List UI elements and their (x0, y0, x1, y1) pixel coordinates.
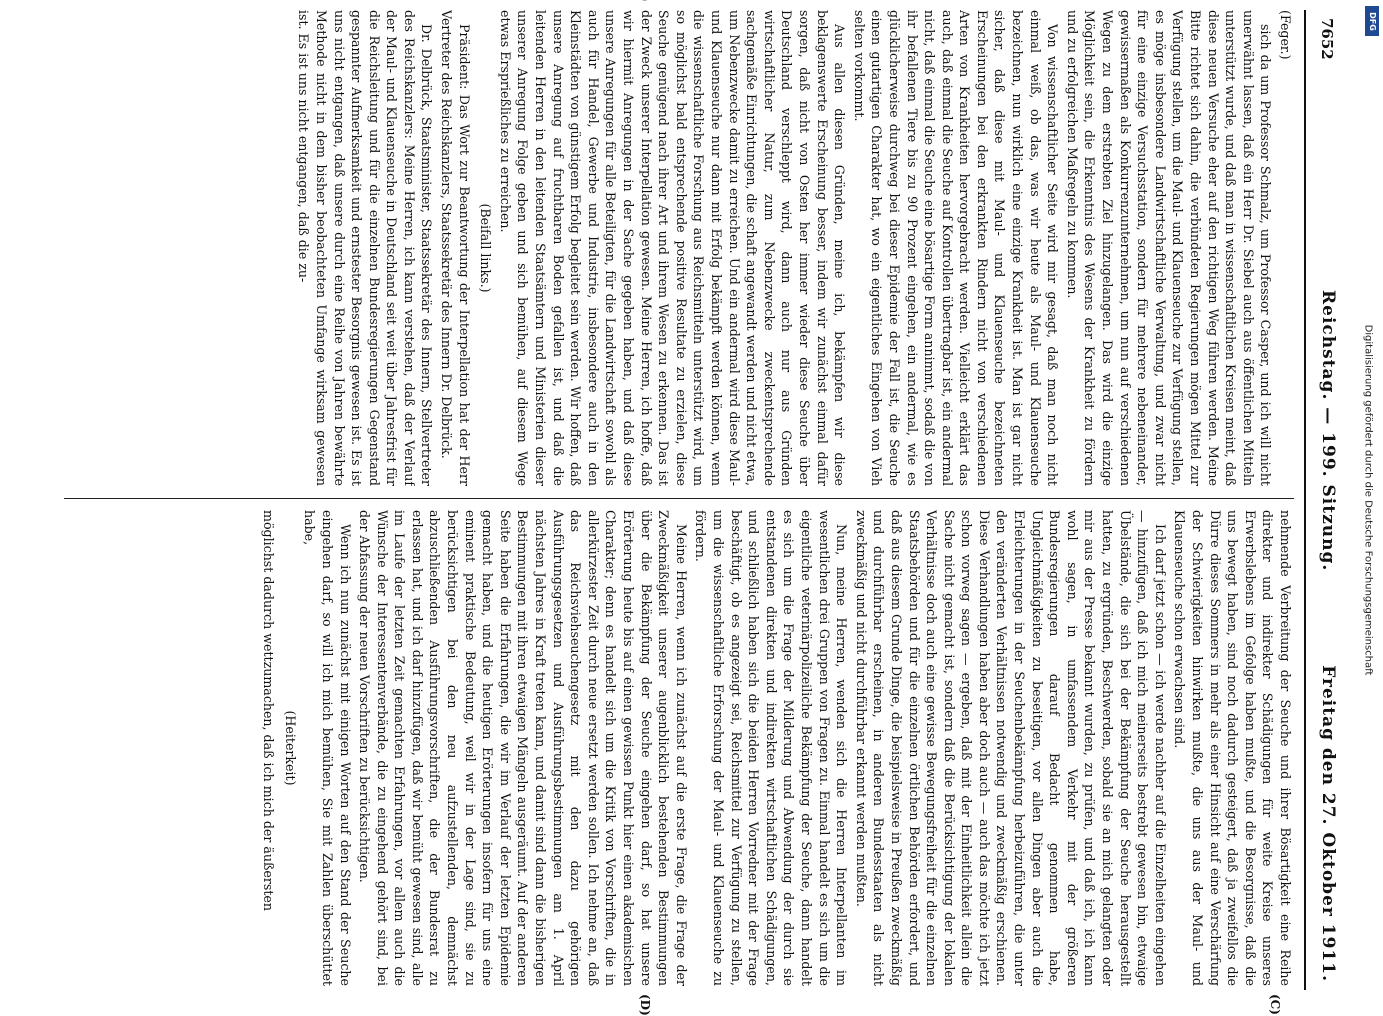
margin-letter-b (638, 0, 652, 2)
right-paragraph-4: Meine Herren, wenn ich zunächst auf die erste Frage, die Frage der Zweckmäßigkeit unserer augenblicklich bestehenden Bestimmungen über die Bekämpfung der Seuche eingehen darf, so hat unsere Erörterung heute bis auf einen gewissen Punkt hier einen akademischen Charakter; denn es handelt sich um die Kritik von Vorschriften, die in allerkürzester Zeit durch neue ersetzt werden sollen. Ich nehme an, daß das Reichsviehseuchengesetz mit den dazu gehörigen Ausführungsgesetzen und Ausführungsbestimmungen am 1. April nächsten Jahres in Kraft treten kann, und damit sind dann die bisherigen Bestimmungen mit ihren etwaigen Mängeln ausgeräumt. Auf der anderen Seite haben die Erfahrungen, die wir im Verlauf der letzten Epidemie gemacht haben, und die heutigen Erörterungen insofern für uns eine eminent praktische Bedeutung, weil wir in der Lage sind, sie zu berücksichtigen bei den neu aufzustellenden, demnächst abzuschließenden Ausführungsvorschriften, die der Bundesrat zu erlassen hat, und ich darf hinzufügen, daß wir bemüht gewesen sind, alle im Laufe der letzten Zeit gemachten Erfahrungen, vor allem auch die Wünsche der Interessentenverbände, die zu eingehend gehört sind, bei der Abfassung der neuen Vorschriften zu berücksichtigen. (356, 510, 689, 986)
speaker-tag: (Feger.) (1277, 10, 1293, 60)
dfg-logo (1365, 6, 1379, 36)
president-paragraph: Präsident: Das Wort zur Beantwortung der Interpellation hat der Herr Vertreter des Reichskanzlers, Staatssekretär des Innern Dr. Delbrück. (438, 10, 472, 486)
margin-letter-c: (C) (1267, 994, 1282, 1015)
digitization-credit (1357, 8, 1379, 992)
header-rule (1304, 10, 1306, 990)
margin-letter-d: (D) (637, 994, 652, 1016)
right-column (54, 510, 1294, 986)
rotated-page-content (42, 10, 1342, 1016)
applause-note: (Beifall links.) (477, 203, 493, 293)
left-paragraph-1: sich da um Professor Schmalz, um Professor Casper, und ich will nicht unerwähnt lassen, daß ein Herr Dr. Siebel auch aus öffentlichen Mitteln unterstützt wurde, und daß man in wissenschaftlichen Kreisen meint, daß diese neuen Versuche eher auf den richtigen Weg führen werden. Meine Bitte richtet sich dahin, die verbündeten Regierungen mögen Mittel zur Verfügung stellen, um die Maul- und Klauenseuche zur Verfügung stellen, es möge insbesondere Landwirtschaftliche Verwaltung, und zwar nicht für eine einzige Versuchsstation, sondern für mehrere nebeneinander, gewissermaßen als Konkurrenzunternehmen, um nun auf verschiedenen Wegen zu dem erstrebten Ziel hinzugelangen. Das wird die einzige Möglichkeit sein, die Erkenntnis des Wesens der Krankheit zu fördern und zu erfolgreichen Maßregeln zu kommen. (1064, 10, 1273, 486)
credit-text: Digitalisierung gefördert durch die Deutsche Forschungsgemeinschaft (1362, 324, 1374, 676)
right-paragraph-1: nehmende Verbreitung der Seuche und ihrer Bösartigkeit eine Reihe direkter und indirekter Schädigungen für weite Kreise unseres Erwerbslebens im Gefolge haben mußte, und die Besorgnisse, daß die uns bewegt haben, sind noch dadurch gesteigert, daß ja zweifellos die Dürre dieses Sommers in mehr als einer Hinsicht auf eine Verschärfung der Schwierigkeiten hinwirken mußte, die uns aus der Maul- und Klauenseuche schon erwachsen sind. (1171, 510, 1293, 986)
dfg-logo-text: DFG (1367, 11, 1377, 31)
left-paragraph-3: Aus allen diesen Gründen, meine ich, bekämpfen wir diese beklagenswerte Erscheinung besser, indem wir zunächst einmal dafür sorgen, daß nicht von Osten her immer wieder diese Seuche über Deutschland verschleppt wird, dann auch nur aus Gründen wirtschaftlicher Natur, zum Nebenzwecke zweckentsprechende sachgemäße Einrichtungen, die schaft angewandt werden und nicht etwa, um Nebenzwecke damit zu erreichen. Und ein andermal wird diese Maul- und Klauenseuche nur dann mit Erfolg bekämpft werden können, wenn die wissenschaftliche Forschung aus Reichsmitteln unterstützt wird, um so möglichst bald entsprechende positive Resultate zu erzielen, diese Seuche genügend nach ihrer Art und ihrem Wesen zu erkennen. Das ist der Zweck unserer Interpellation gewesen. Meine Herren, ich hoffe, daß wir hiermit Anregungen in der Sache gegeben haben, und daß diese unsere Anregungen für alle Beteiligten, für die Landwirtschaft sowohl als auch für Handel, Gewerbe und Industrie, insbesondere auch in den Kleinstädten von günstigem Erfolg begleitet sein werden. Wir hoffen, daß unsere Anregung auf fruchtbaren Boden gefallen ist, und daß die leitenden Herren in den leitenden Staatsämtern und Ministerien dieser unserer Anregung Folge geben und sich bemühen, auf diesem Wege etwas Ersprießliches zu erreichen. (497, 10, 847, 486)
right-final-line: möglichst dadurch wettzumachen, daß ich mich der äußersten (260, 510, 276, 911)
delbrueck-paragraph: Dr. Delbrück, Staatsminister, Staatssekretär des Innern, Stellvertreter des Reichskanzlers: Meine Herren, ich kann verstehen, daß der Verlauf der Maul- und Klauenseuche in Deutschland seit weit über Jahresfrist für die Reichsleitung und für die einzelnen Bundesregierungen Gegenstand gespannter Aufmerksamkeit und ernstester Besorgnis gewesen ist. Es ist uns nicht entgangen, daß unsere durch eine Reihe von Jahren bewährte Methode nicht in dem bisher beobachteten Umfange wirksam gewesen ist. Es ist uns nicht entgangen, daß die zu- (295, 10, 434, 486)
left-column (54, 10, 1294, 486)
column-divider (64, 498, 1294, 499)
running-title: Reichstag. — 199. Sitzung. (1317, 290, 1338, 572)
margin-letter-a (1268, 0, 1282, 1)
right-paragraph-5: Wenn ich nun zunächst mit einigen Worten auf den Stand der Seuche eingehen darf, so will ich mich bemühen, Sie mit Zahlen überschüttet habe, (301, 510, 353, 986)
page-header (1302, 10, 1342, 990)
right-paragraph-3: Nun, meine Herren, wenden sich die Herren Interpellanten im wesentlichen drei Gruppen von Fragen zu. Einmal handelt es sich um die eigentliche veterinärpolizeiliche Bekämpfung der Seuche, dann handelt es sich um die Frage der Milderung und Abwendung der durch sie entstandenen direkten und indirekten wirtschaftlichen Schädigungen, und schließlich haben sich die beiden Herren Vorredner mit der Frage beschäftigt, ob es angezeigt sei, Reichsmittel zur Verfügung zu stellen, um die wissenschaftliche Erforschung der Maul- und Klauenseuche zu fördern. (692, 510, 849, 986)
session-date: Freitag den 27. Oktober 1911. (1317, 665, 1338, 982)
page-number: 7652 (1317, 18, 1336, 60)
left-paragraph-2: Von wissenschaftlicher Seite wird mir gesagt, daß man noch nicht einmal weiß, ob das, was wir heute als Maul- und Klauenseuche bezeichnen, nun wirklich eine einzige Krankheit ist. Man ist gar nicht sicher, daß diese mit Maul- und Klauenseuche bezeichneten Erscheinungen bei den erkrankten Rindern nicht von verschiedenen Arten von Krankheiten hervorgebracht werden. Vielleicht erklärt das auch, daß einmal die Seuche auf Kontrollen übertragbar ist, ein andermal nicht, daß einmal die Seuche eine bösartige Form annimmt, sodaß die von ihr befallenen Tiere bis zu 90 Prozent eingehen, ein andermal, wie es glücklicherweise durchweg bei dieser Epidemie der Fall ist, die Seuche einen gutartigen Charakter hat, wo ein eigentliches Eingehen von Vieh selten vorkommt. (851, 10, 1060, 486)
right-paragraph-2: Ich darf jetzt schon — ich werde nachher auf die Einzelheiten eingehen — hinzufügen, daß ich mich meinerseits bestrebt gewesen bin, etwaige Übelstände, die sich bei der Bekämpfung der Seuche herausgestellt hatten, zu ergründen, Beschwerden, sobald sie an mich gelangten oder mir aus der Presse bekannt wurden, zu prüfen, und daß ich, ich kann wohl sagen, in umfassendem Verkehr mit der größeren Bundesregierungen darauf Bedacht genommen habe, Ungleichmäßigkeiten zu beseitigen, vor allen Dingen aber auch die Erleichterungen in der Seuchenbekämpfung herbeizuführen, die unter den veränderten Verhältnissen notwendig und zweckmäßig erschienen. Diese Verhandlungen haben aber doch auch — auch das möchte ich jetzt schon vorweg sagen — ergeben, daß mit der Einheitlichkeit allein die Sache nicht gemacht ist, sondern daß die Berücksichtigung der lokalen Verhältnisse doch auch eine gewisse Bewegungsfreiheit für die einzelnen Staatsbehörden und für die einzelnen örtlichen Behörden erfordert, und daß aus diesem Grunde Dinge, die beispielsweise in Preußen zweckmäßig und durchführbar erscheinen, in anderen Bundesstaaten als nicht zweckmäßig und nicht durchführbar erkannt werden mußten. (853, 510, 1168, 986)
laughter-note: (Heiterkeit) (282, 710, 298, 786)
